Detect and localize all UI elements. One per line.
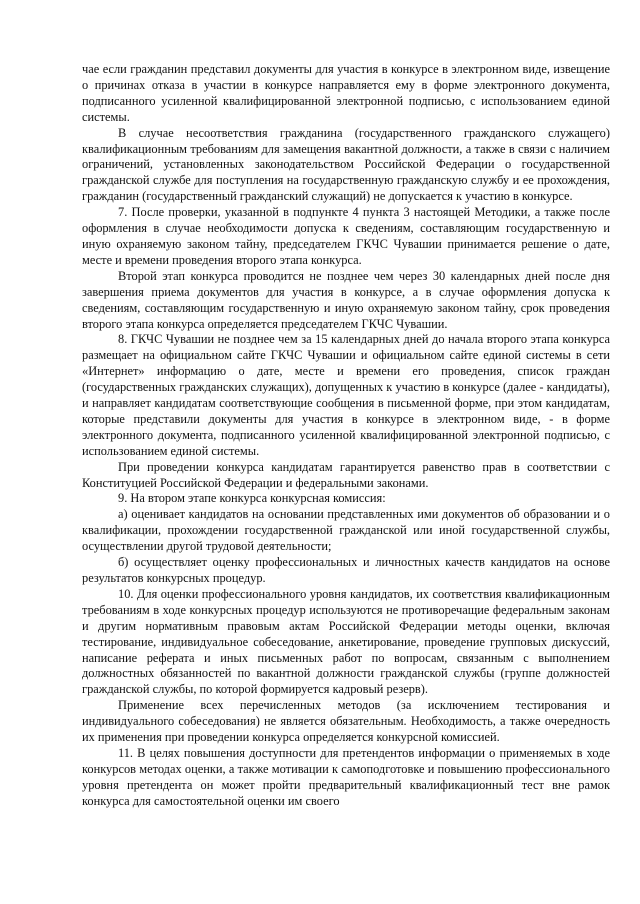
paragraph-item-9a: а) оценивает кандидатов на основании представленных ими документов об образовании и о квалификации, прохождении государственной гражданской или иной государственной службы, осуществлении другой трудовой деятельности; xyxy=(82,507,610,554)
paragraph-item-7: 7. После проверки, указанной в подпункте 4 пункта 3 настоящей Методики, а также после оформления в случае необходимости допуска к сведениям, составляющим государственную и иную охраняемую законом тайну, председателем ГКЧС Чувашии принимается решение о дате, месте и времени проведения второго этапа конкурса. xyxy=(82,205,610,267)
paragraph-item-9: 9. На втором этапе конкурса конкурсная комиссия: xyxy=(118,491,386,506)
paragraph-item-10: 10. Для оценки профессионального уровня кандидатов, их соответствия квалификационным требованиям в ходе конкурсных процедур используются не противоречащие федеральным законам и другим нормативным правовым актам Российской Федерации методы оценки, включая тестирование, индивидуальное собеседование, анкетирование, проведение групповых дискуссий, написание реферата и иных письменных работ по вопросам, связанным с выполнением должностных обязанностей по вакантной должности гражданской службы (группе должностей гражданской службы, по которой формируется кадровый резерв). xyxy=(82,586,610,697)
paragraph-item-8: 8. ГКЧС Чувашии не позднее чем за 15 календарных дней до начала второго этапа конкурса размещает на официальном сайте ГКЧС Чувашии и официальном сайте единой системы в сети «Интернет» информацию о дате, месте и времени его проведения, список граждан (государственных гражданских служащих), допущенных к участию в конкурсе (далее - кандидаты), и направляет кандидатам соответствующие сообщения в письменной форме, при этом кандидатам, которые представили документы для участия в конкурсе в электронном виде, - в форме электронного документа, подписанного усиленной квалифицированной электронной подписью, с использованием единой системы. xyxy=(82,332,610,458)
paragraph-item-9b: б) осуществляет оценку профессиональных и личностных качеств кандидатов на основе результатов конкурсных процедур. xyxy=(82,555,610,585)
paragraph-equal-rights: При проведении конкурса кандидатам гарантируется равенство прав в соответствии с Конституцией Российской Федерации и федеральными законами. xyxy=(82,459,610,490)
paragraph-continued: чае если гражданин представил документы для участия в конкурсе в электронном виде, извещение о причинах отказа в участии в конкурсе направляется ему в форме электронного документа, подписанного усиленной квалифицированной электронной подписью, с использованием единой системы. xyxy=(82,62,610,124)
paragraph-second-stage-deadline: Второй этап конкурса проводится не позднее чем через 30 календарных дней после дня завершения приема документов для участия в конкурсе, а в случае оформления допуска к сведениям, составляющим государственную и иную охраняемую законом тайну, срок проведения второго этапа конкурса определяется председателем ГКЧС Чувашии. xyxy=(82,268,610,331)
paragraph-ineligibility: В случае несоответствия гражданина (государственного гражданского служащего) квалификационным требованиям для замещения вакантной должности, а также в связи с наличием ограничений, установленных законодательством Российской Федерации о государственной гражданской службе для поступления на государственную гражданскую службу и ее прохождения, гражданин (государственный гражданский служащий) не допускается к участию в конкурсе. xyxy=(82,125,610,204)
paragraph-methods-application: Применение всех перечисленных методов (за исключением тестирования и индивидуального собеседования) не является обязательным. Необходимость, а также очередность их применения при проведении конкурса определяется конкурсной комиссией. xyxy=(82,698,610,745)
paragraph-item-11: 11. В целях повышения доступности для претендентов информации о применяемых в ходе конкурсов методах оценки, а также мотивации к самоподготовке и повышению профессионального уровня претендента он может пройти предварительный квалификационный тест вне рамок конкурса для самостоятельной оценки им своего xyxy=(82,745,610,808)
